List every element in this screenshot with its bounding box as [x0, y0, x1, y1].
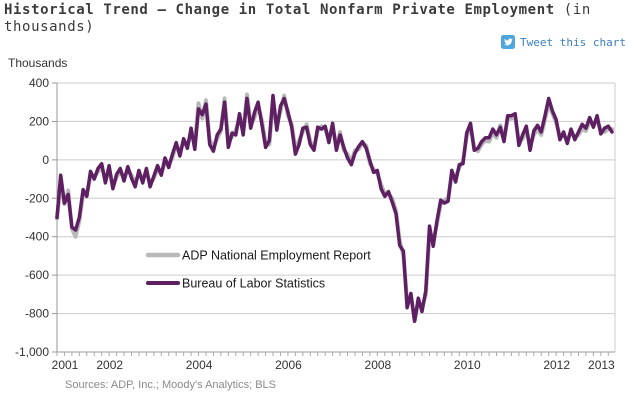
tweet-this-chart-label: Tweet this chart — [520, 35, 626, 49]
legend-label-adp: ADP National Employment Report — [182, 248, 371, 263]
y-tick-label: -1,000 — [14, 345, 49, 359]
y-tick-label: 0 — [42, 152, 49, 167]
x-year-label: 2002 — [96, 358, 124, 372]
page-title-main: Historical Trend – Change in Total Nonfarm Private Employment — [4, 2, 555, 18]
page-title-suffix: (in thousands) — [4, 2, 591, 35]
x-year-label: 2012 — [543, 358, 571, 372]
y-tick-label: 200 — [28, 114, 49, 129]
x-year-label: 2010 — [453, 358, 481, 372]
legend-label-bls: Bureau of Labor Statistics — [182, 276, 326, 291]
y-tick-label: 400 — [28, 76, 49, 90]
y-tick-label: -800 — [24, 306, 49, 321]
y-tick-label: -600 — [24, 268, 49, 283]
x-year-label: 2004 — [185, 358, 213, 372]
y-tick-label: -200 — [24, 191, 49, 206]
y-axis-title: Thousands — [8, 56, 68, 70]
series-line-bls — [57, 96, 612, 322]
sources-note: Sources: ADP, Inc.; Moody's Analytics; BLS — [65, 379, 276, 391]
x-year-label: 2013 — [588, 358, 615, 372]
x-year-label: 2001 — [51, 358, 79, 372]
x-year-label: 2008 — [364, 358, 392, 372]
y-tick-label: -400 — [24, 229, 49, 244]
x-year-label: 2006 — [275, 358, 302, 372]
